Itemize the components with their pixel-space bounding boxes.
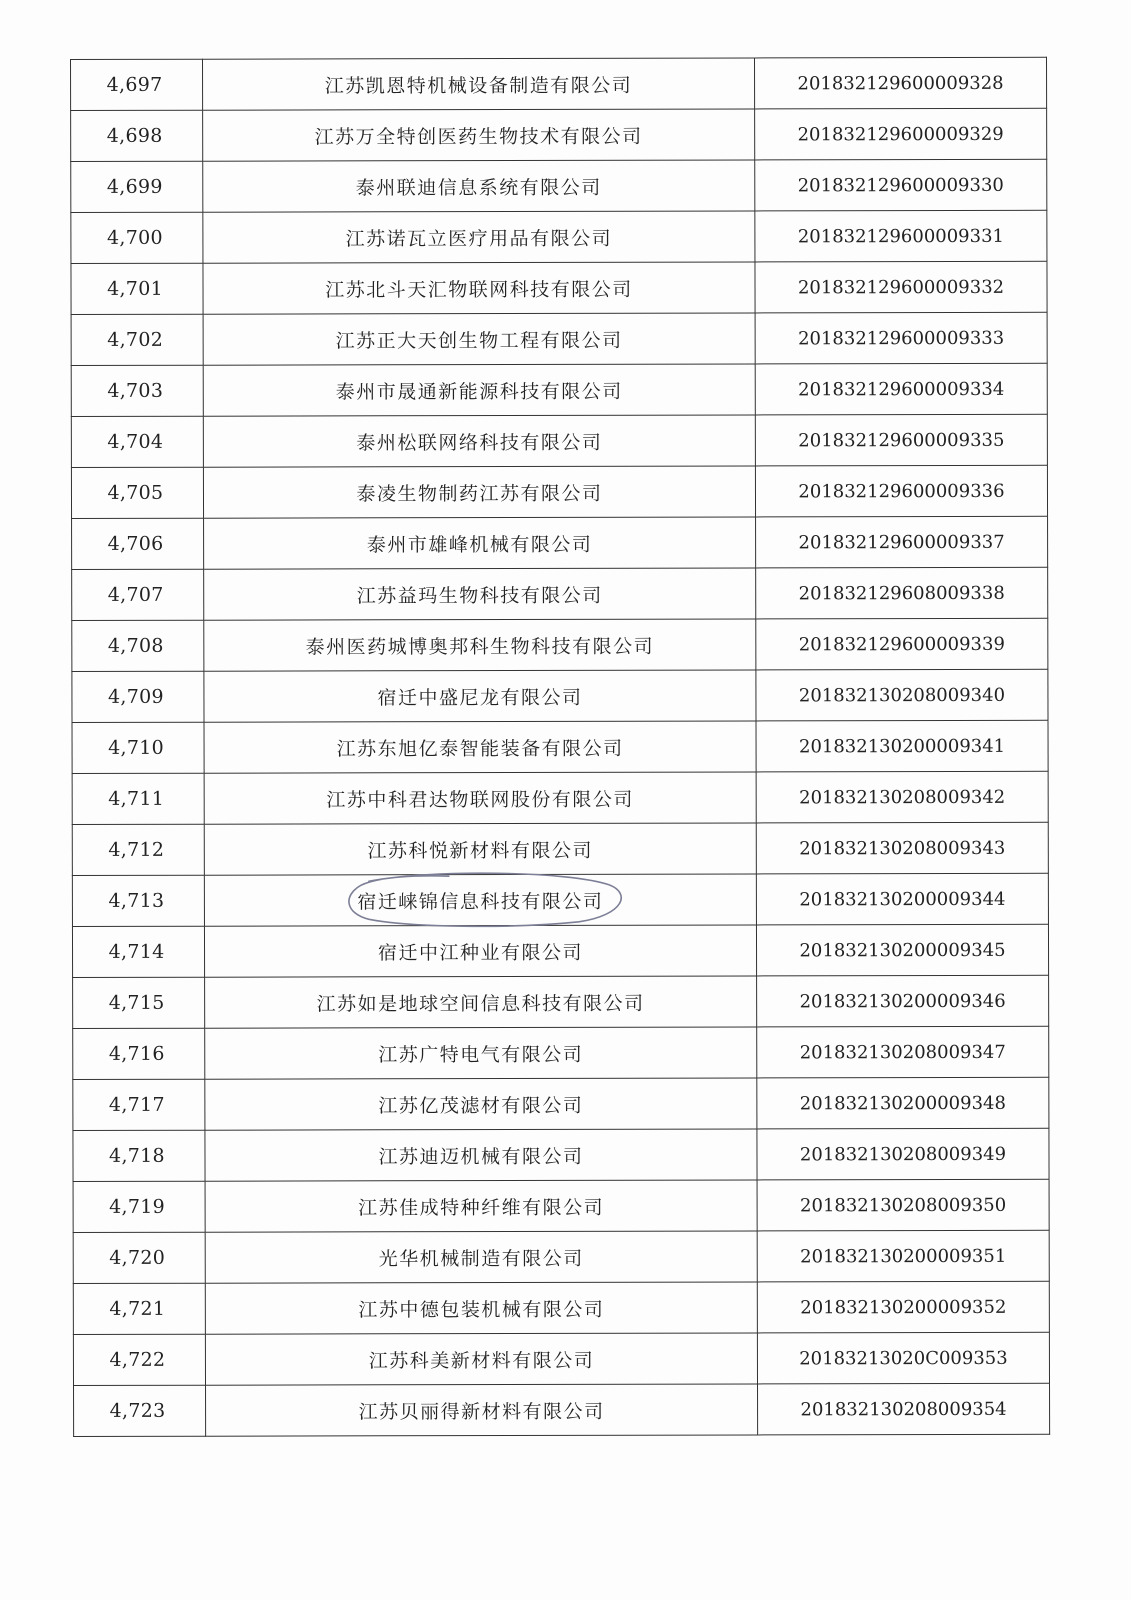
row-number: 4,723 (74, 1385, 206, 1436)
table-row (73, 1026, 1049, 1079)
company-name: 江苏佳成特种纤维有限公司 (205, 1180, 757, 1232)
company-name (204, 874, 756, 926)
row-number: 4,709 (72, 671, 204, 722)
company-name: 江苏益玛生物科技有限公司 (204, 568, 756, 620)
company-registration-table (70, 57, 1050, 1437)
registration-code: 201832130208009342 (756, 771, 1048, 823)
row-number: 4,721 (73, 1283, 205, 1334)
company-table-wrapper (70, 57, 1049, 1437)
registration-code: 201832129600009328 (754, 57, 1046, 109)
registration-code: 201832129600009337 (756, 516, 1048, 568)
row-number: 4,715 (73, 977, 205, 1028)
row-number: 4,700 (71, 212, 203, 263)
company-name: 江苏科美新材料有限公司 (205, 1333, 757, 1385)
registration-code: 201832129600009330 (755, 159, 1047, 211)
row-number: 4,701 (71, 263, 203, 314)
company-name: 宿迁中江种业有限公司 (204, 925, 756, 977)
circled-company-name (357, 886, 603, 914)
registration-code: 201832129600009336 (755, 465, 1047, 517)
row-number: 4,704 (71, 416, 203, 467)
registration-code: 201832129600009329 (755, 108, 1047, 160)
table-row (73, 1128, 1049, 1181)
registration-code: 201832129600009339 (756, 618, 1048, 670)
table-row (73, 1281, 1049, 1334)
table-row (72, 924, 1048, 977)
registration-code: 201832130208009343 (756, 822, 1048, 874)
registration-code: 201832130208009340 (756, 669, 1048, 721)
company-name: 泰凌生物制药江苏有限公司 (203, 466, 755, 518)
table-row (71, 465, 1047, 518)
company-name: 泰州市雄峰机械有限公司 (204, 517, 756, 569)
registration-code: 201832129600009331 (755, 210, 1047, 262)
company-name: 江苏东旭亿泰智能装备有限公司 (204, 721, 756, 773)
company-name: 江苏迪迈机械有限公司 (205, 1129, 757, 1181)
company-name: 江苏正大天创生物工程有限公司 (203, 313, 755, 365)
registration-code: 201832129600009335 (755, 414, 1047, 466)
company-name: 宿迁中盛尼龙有限公司 (204, 670, 756, 722)
company-name: 江苏贝丽得新材料有限公司 (206, 1384, 758, 1436)
table-row (71, 312, 1047, 365)
table-row (72, 516, 1048, 569)
row-number: 4,714 (72, 926, 204, 977)
company-name: 江苏中德包装机械有限公司 (205, 1282, 757, 1334)
table-row (72, 771, 1048, 824)
company-name: 泰州医药城博奥邦科生物科技有限公司 (204, 619, 756, 671)
table-row (71, 414, 1047, 467)
row-number: 4,699 (71, 161, 203, 212)
company-name: 光华机械制造有限公司 (205, 1231, 757, 1283)
registration-code: 201832129600009333 (755, 312, 1047, 364)
table-row (72, 720, 1048, 773)
company-name: 泰州联迪信息系统有限公司 (203, 160, 755, 212)
table-body (71, 57, 1050, 1436)
table-row (73, 1230, 1049, 1283)
row-number: 4,707 (72, 569, 204, 620)
registration-code: 201832130208009349 (757, 1128, 1049, 1180)
registration-code: 201832130200009344 (756, 873, 1048, 925)
registration-code: 201832130200009346 (757, 975, 1049, 1027)
table-row (72, 822, 1048, 875)
registration-code: 201832130200009345 (756, 924, 1048, 976)
company-name: 江苏科悦新材料有限公司 (204, 823, 756, 875)
table-row (71, 261, 1047, 314)
registration-code: 201832130208009347 (757, 1026, 1049, 1078)
company-name: 江苏万全特创医药生物技术有限公司 (203, 109, 755, 161)
company-name: 江苏中科君达物联网股份有限公司 (204, 772, 756, 824)
table-row (72, 669, 1048, 722)
company-name: 江苏凯恩特机械设备制造有限公司 (203, 58, 755, 110)
company-name: 江苏亿茂滤材有限公司 (205, 1078, 757, 1130)
row-number: 4,705 (71, 467, 203, 518)
row-number: 4,712 (72, 824, 204, 875)
row-number: 4,720 (73, 1232, 205, 1283)
registration-code: 201832130208009354 (758, 1383, 1050, 1435)
company-name: 江苏北斗天汇物联网科技有限公司 (203, 262, 755, 314)
table-row (71, 108, 1047, 161)
table-row (71, 210, 1047, 263)
row-number: 4,719 (73, 1181, 205, 1232)
registration-code: 201832129608009338 (756, 567, 1048, 619)
row-number: 4,706 (72, 518, 204, 569)
registration-code: 20183213020C009353 (757, 1332, 1049, 1384)
company-name-text: 宿迁崃锦信息科技有限公司 (357, 890, 604, 913)
table-row (72, 567, 1048, 620)
table-row (73, 1332, 1049, 1385)
row-number: 4,713 (72, 875, 204, 926)
row-number: 4,697 (71, 59, 203, 110)
table-row (72, 618, 1048, 671)
row-number: 4,722 (73, 1334, 205, 1385)
registration-code: 201832130200009351 (757, 1230, 1049, 1282)
row-number: 4,716 (73, 1028, 205, 1079)
registration-code: 201832130200009348 (757, 1077, 1049, 1129)
table-row (71, 363, 1047, 416)
row-number: 4,702 (71, 314, 203, 365)
row-number: 4,717 (73, 1079, 205, 1130)
row-number: 4,710 (72, 722, 204, 773)
row-number: 4,698 (71, 110, 203, 161)
company-name: 江苏诺瓦立医疗用品有限公司 (203, 211, 755, 263)
row-number: 4,718 (73, 1130, 205, 1181)
row-number: 4,711 (72, 773, 204, 824)
table-row (71, 57, 1047, 110)
registration-code: 201832129600009332 (755, 261, 1047, 313)
registration-code: 201832130200009341 (756, 720, 1048, 772)
table-row (71, 159, 1047, 212)
table-row (73, 1179, 1049, 1232)
table-row (74, 1383, 1050, 1436)
company-name: 江苏如是地球空间信息科技有限公司 (205, 976, 757, 1028)
row-number: 4,703 (71, 365, 203, 416)
company-name: 江苏广特电气有限公司 (205, 1027, 757, 1079)
company-name: 泰州市晟通新能源科技有限公司 (203, 364, 755, 416)
table-row (73, 1077, 1049, 1130)
table-row (73, 975, 1049, 1028)
company-name: 泰州松联网络科技有限公司 (203, 415, 755, 467)
registration-code: 201832129600009334 (755, 363, 1047, 415)
table-row (72, 873, 1048, 926)
registration-code: 201832130208009350 (757, 1179, 1049, 1231)
row-number: 4,708 (72, 620, 204, 671)
registration-code: 201832130200009352 (757, 1281, 1049, 1333)
